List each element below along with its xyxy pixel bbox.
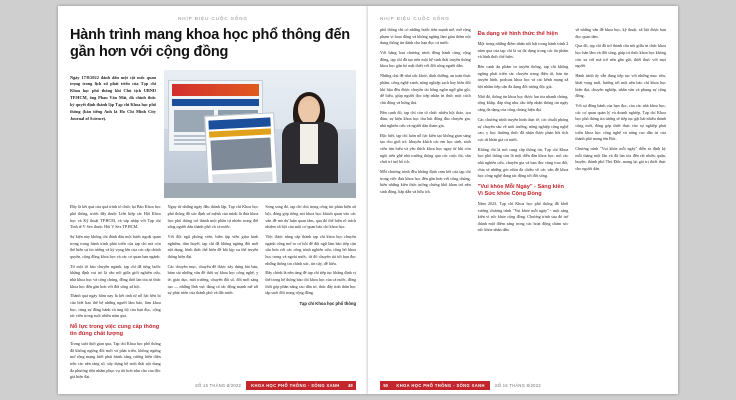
paragraph: Song song đó, tạp chí chú trọng công tác phản biện xã hội, đóng góp tiếng nói khoa học khách quan vào các vấn đề mà dư luận quan tâm, qua đó thể hiện rõ trách nhiệm xã hội của một cơ quan báo chí khoa học.: [265, 204, 357, 230]
paragraph: Đây chính là nền tảng để tạp chí tiếp tục khẳng định vị thế trong hệ thống báo chí khoa học của cả nước, đồng thời góp phần nâng cao dân trí, thúc đẩy tinh thần học tập suốt đời trong cộng đồng.: [265, 270, 357, 296]
page-right-content: [368, 6, 678, 394]
footer-right: [368, 381, 678, 390]
lead-column: [70, 70, 156, 198]
lead-paragraph: Ngày 17/8/2022 đánh dấu một cột mốc quan trọng trong lịch sử phát triển của Tạp chí Khoa học phổ thông khi Chủ tịch UBND TP.HCM, ông Phan Văn Mãi, đã chính thức ký quyết định thành lập Tạp chí Khoa học phổ thông (bản tiếng Anh là Ho Chi Minh City Journal of Science).: [70, 74, 156, 122]
page-number: 50: [380, 381, 391, 389]
section-subhead: "Vui khỏe Mỗi Ngày" - Sáng kiến Vì Sức khỏe Cộng Đồng: [477, 183, 564, 197]
paragraph: Thành quả ngày hôm nay là kết tinh từ nỗ lực bền bỉ của biết bao thế hệ những người làm báo, làm khoa học, cùng sự đồng hành và ủng hộ của bạn đọc, cộng tác viên trong suốt nhiều năm qua.: [70, 293, 161, 319]
paragraph: Các chuyên mục, chuyên đề được xây dựng bài bản, bám sát những vấn đề thời sự khoa học công nghệ, y tế, giáo dục, môi trường, chuyển đổi số, đổi mới sáng tạo — những lĩnh vực đang có tác động mạnh mẽ tới sự phát triển của thành phố và đất nước.: [167, 263, 259, 296]
page-left: [58, 6, 368, 394]
paragraph: phổ thông chỉ có những bước tiến mạnh mẽ, mở rộng phạm vi hoạt động và không ngừng làm giàu thêm nội dung thông tin dành cho bạn đọc cả nước.: [380, 27, 471, 46]
paragraph: Hành trình ấy vẫn đang tiếp tục với những mục tiêu, khát vọng mới, hướng tới một nền báo chí khoa học hiện đại, chuyên nghiệp, nhân văn và phụng sự cộng đồng.: [575, 73, 667, 99]
right-col-1: [380, 27, 471, 237]
paragraph: Với hàng loạt chương trình đồng hành cùng cộng đồng, tạp chí đã tạo nên một hệ sinh thái truyền thông khoa học gắn bó mật thiết với đời sống người dân.: [380, 50, 471, 69]
paragraph: Năm 2023, Tạp chí Khoa học phổ thông đã khởi xướng chương trình "Vui khỏe mỗi ngày" - một sáng kiến vì sức khỏe cộng đồng. Chương trình sau đó trở thành một điểm sáng trong các hoạt động chăm sóc sức khỏe nhân dân.: [477, 200, 569, 233]
poster-subtitle: [209, 129, 271, 138]
kicker-right: NHỊP ĐIỆU CUỘC SỐNG: [380, 16, 450, 21]
paragraph: Đặc biệt, tạp chí luôn nỗ lực kiến tạo không gian sáng tạo cho giới trẻ, khuyến khích các em học sinh, sinh viên tìm hiểu và yêu thích khoa học ngay từ khi còn ngồi trên ghế nhà trường thông qua các cuộc thi, sân chơi trí tuệ bổ ích.: [380, 132, 471, 165]
section-subhead: Nỗ lực trong việc cung cấp thông tin đúng chất lượng: [70, 324, 160, 338]
right-body-columns: [380, 27, 666, 237]
banner-header-strip: [172, 84, 259, 96]
footer-issue: SỐ 15 THÁNG 8/2022: [494, 383, 541, 388]
paragraph: Mỗi chương trình đều khẳng định cam kết của tạp chí trong việc đưa khoa học đến gần hơn với công chúng, biến những kiến thức tưởng chừng khô khan trở nên sinh động, hấp dẫn và hữu ích.: [380, 169, 471, 195]
paragraph: Ngay từ những ngày đầu thành lập, Tạp chí Khoa học phổ thông đã xác định sứ mệnh của mình là đưa khoa học phổ thông trở thành một phần tự nhiên trong đời sống người dân thành phố và cả nước.: [167, 204, 259, 230]
page-right: [368, 6, 678, 394]
paragraph: Việc được nâng cấp thành tạp chí khoa học chuyên ngành cũng mở ra cơ hội để đội ngũ làm báo tiếp cận sâu hơn với các công trình nghiên cứu, công bố khoa học trong và ngoài nước, từ đó chuyển tải tới bạn đọc những thông tin chính xác, tin cậy, dễ hiểu.: [265, 233, 357, 266]
paragraph: Chương trình "Vui khỏe mỗi ngày" diễn ra định kỳ mỗi tháng một lần và đã lan tỏa đến rất nhiều quận, huyện, thành phố Thủ Đức, mang lại giá trị thiết thực cho người dân.: [575, 146, 667, 171]
paragraph: Sự kiện này không chỉ đánh dấu một bước ngoặt quan trọng trong hành trình phát triển của tạp chí mà còn thể hiện sự tin tưởng và kỳ vọng lớn của các cấp chính quyền, cộng đồng khoa học và các cơ quan ban ngành.: [70, 233, 161, 259]
right-col-3: [575, 27, 666, 237]
footer-brand: KHOA HỌC PHỔ THÔNG - SỐNG XANH: [246, 381, 345, 389]
page-title: Hành trình mang khoa học phổ thông đến gần hơn với cộng đồng: [70, 27, 350, 61]
page-number: 49: [345, 381, 356, 389]
paragraph: Qua đó, tạp chí đã trở thành cầu nối giữa tri thức khoa học hàn lâm và đời sống, giúp tri thức khoa học không còn xa vời mà trở nên gần gũi, thiết thực với mọi người.: [575, 43, 667, 69]
paragraph: Với sự đồng hành của bạn đọc, của các nhà khoa học, các cơ quan quản lý và doanh nghiệp, Tạp chí Khoa học phổ thông tin tưởng sẽ tiếp tục gặt hái nhiều thành công mới, đóng góp thiết thực vào sự nghiệp phát triển khoa học công nghệ và nâng cao dân trí của thành phố mang tên Bác.: [575, 102, 667, 142]
feature-photo: [164, 70, 356, 198]
intro-photo-block: [70, 70, 356, 198]
paragraph: Một trong những điểm nhấn nổi bật trong hành trình 2 năm qua của tạp chí là sự đa dạng trong các ấn phẩm và hình thức thể hiện.: [477, 40, 569, 60]
footer-brand: KHOA HỌC PHỔ THÔNG - SỐNG XANH: [391, 381, 490, 389]
paragraph: Đây là kết quả của quá trình tổ chức lại Báo Khoa học phổ thông, trước đây thuộc Liên hiệp các Hội Khoa học và Kỹ thuật TP.HCM, và sáp nhập với Tạp chí Tinh tế V Sex thuộc Hội V Sex TP.HCM.: [70, 204, 161, 230]
paragraph: Những chủ đề như sức khỏe, dinh dưỡng, an toàn thực phẩm, công nghệ xanh, nông nghiệp sạch hay biến đổi khí hậu đều được chuyển tải bằng ngôn ngữ gần gũi, dễ hiểu, giúp người đọc tiếp nhận tri thức một cách chủ động và hứng thú.: [380, 73, 471, 105]
photo-floor: [164, 183, 356, 198]
section-subhead: Đa dạng về hình thức thể hiện: [477, 31, 558, 37]
paragraph: Từ một tờ báo chuyên ngành, tạp chí đã từng bước khẳng định vai trò là cầu nối giữa giới nghiên cứu, nhà khoa học và công chúng, đồng thời lan tỏa tri thức khoa học đến gần hơn với đời sống xã hội.: [70, 263, 161, 289]
byline: Tạp chí Khoa học phổ thông: [299, 300, 357, 306]
footer-issue: SỐ 15 THÁNG 8/2022: [195, 383, 242, 388]
left-col-2: [168, 204, 259, 384]
left-col-3: [265, 204, 356, 384]
page-left-content: [58, 6, 368, 394]
photo-column: [164, 70, 356, 198]
banner-title-strip: [172, 99, 259, 106]
paragraph: Với đội ngũ phóng viên, biên tập viên giàu kinh nghiệm, tâm huyết, tạp chí đã không ngừng đổi mới nội dung, hình thức thể hiện để bắt kịp xu thế truyền thông hiện đại.: [167, 233, 259, 259]
person-face: [299, 101, 319, 124]
right-col-2: [478, 27, 569, 237]
left-body-columns: [70, 204, 356, 384]
paragraph: Bên cạnh ấn phẩm in truyền thống, tạp chí không ngừng phát triển các chuyên trang điện tử, bản tin truyền hình, podcast khoa học và các kênh mạng xã hội nhằm tiếp cận đa dạng đối tượng độc giả.: [477, 64, 569, 90]
paragraph: Các chương trình truyền hình thực tế, các chuỗi phóng sự chuyên sâu về môi trường, nông nghiệp công nghệ cao, y học thường thức đã nhận được phản hồi tích cực từ khán giả cả nước.: [477, 116, 569, 142]
kicker-left: NHỊP ĐIỆU CUỘC SỐNG: [178, 16, 248, 21]
paragraph: Bên cạnh đó, tạp chí còn tổ chức nhiều hội thảo, tọa đàm, sự kiện khoa học thu hút đông đảo chuyên gia, nhà nghiên cứu và người dân tham gia.: [380, 109, 471, 128]
person-shirt: [300, 124, 318, 164]
paragraph: Trong suốt thời gian qua, Tạp chí Khoa học phổ thông đã không ngừng đổi mới và phát triển, không ngừng mở rộng mạng lưới phát hành, tăng cường hiện diện trên các nền tảng số, xây dựng hệ sinh thái nội dung đa phương tiện nhằm phục vụ tốt hơn nhu cầu của độc giả hiện đại.: [70, 341, 161, 380]
photo-poster: [204, 112, 278, 190]
poster-image: [210, 138, 271, 171]
left-col-1: [70, 204, 161, 384]
paragraph: Không chỉ là nơi cung cấp thông tin, Tạp chí Khoa học phổ thông còn là một diễn đàn khoa học, nơi các nhà nghiên cứu, chuyên gia và bạn đọc cùng trao đổi, chia sẻ những góc nhìn đa chiều về các vấn đề khoa học công nghệ đang tác động tới đời sống.: [477, 146, 569, 179]
paragraph: về những vấn đề khoa học, kỹ thuật, xã hội được bạn đọc quan tâm.: [575, 27, 667, 39]
footer-left: [58, 381, 368, 390]
paragraph: Nhờ đó, thông tin khoa học được lan tỏa nhanh chóng, rộng khắp, đáp ứng nhu cầu tiếp nhận thông tin ngày càng đa dạng của công chúng hiện đại.: [477, 93, 569, 113]
